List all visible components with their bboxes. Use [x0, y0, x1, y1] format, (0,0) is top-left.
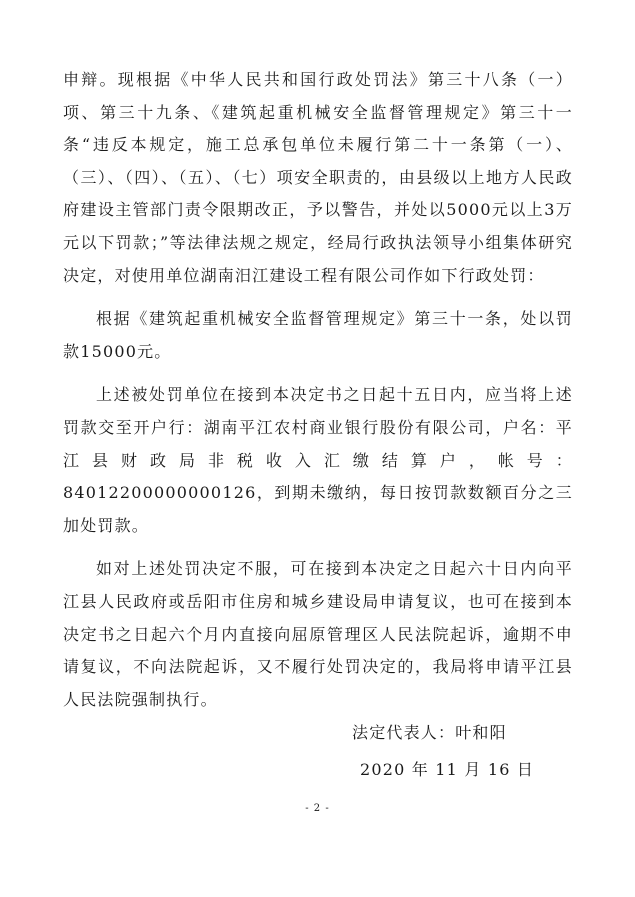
page-number: - 2 - [305, 803, 330, 814]
paragraph-decision-basis: 申辩。现根据《中华人民共和国行政处罚法》第三十八条（一）项、第三十九条、《建筑起重机械安全监督管理规定》第三十一条“违反本规定，施工总承包单位未履行第二十一条第（一）、（三）、（四）、（五）、（七）项安全职责的，由县级以上地方人民政府建设主管部门责令限期改正，予以警告，并处以5000元以上3万元以下罚款；”等法律法规之规定，经局行政执法领导小组集体研究决定，对使用单位湖南汨江建设工程有限公司作如下行政处罚： [63, 70, 573, 285]
paragraph-appeal: 如对上述处罚决定不服，可在接到本决定之日起六十日内向平江县人民政府或岳阳市住房和城乡建设局申请复议，也可在接到本决定书之日起六个月内直接向屈原管理区人民法院起诉，逾期不申请复议，不向法院起诉，又不履行处罚决定的，我局将申请平江县人民法院强制执行。 [63, 559, 573, 709]
legal-representative: 法定代表人：叶和阳 [352, 723, 507, 742]
paragraph-payment: 上述被处罚单位在接到本决定书之日起十五日内，应当将上述罚款交至开户行：湖南平江农村商业银行股份有限公司，户名：平江县财政局非税收入汇缴结算户，帐号：84012200000000126，到期未缴纳，每日按罚款数额百分之三加处罚款。 [63, 385, 573, 535]
document-date: 2020 年 11 月 16 日 [360, 760, 535, 779]
paragraph-penalty: 根据《建筑起重机械安全监督管理规定》第三十一条，处以罚款15000元。 [63, 309, 573, 361]
document-body [63, 64, 573, 716]
